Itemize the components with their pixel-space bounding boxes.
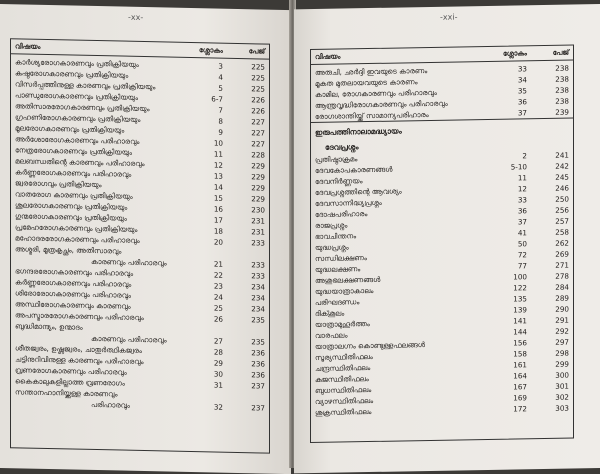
row-page: 302: [555, 392, 569, 402]
table-rows: [311, 60, 573, 418]
row-sloka: 29: [213, 358, 223, 368]
row-subject: വ്രണരോഗകാരണവും പരിഹാരവും: [15, 364, 127, 377]
row-subject: അരുചി, ഛർദ്ദി ഇവയുടെ കാരണം: [315, 65, 428, 77]
row-subject: ഭാവചിന്തനം: [315, 230, 357, 241]
row-subject: ദോഷപരിഹാരം: [315, 208, 368, 219]
row-sloka: 9: [218, 127, 223, 137]
row-page: 226: [251, 95, 265, 105]
right-page: [294, 4, 600, 473]
row-subject: ശുക്രസ്ഥിതിഫലം: [315, 406, 372, 417]
row-sloka: 24: [213, 292, 223, 302]
row-sloka: 15: [213, 193, 223, 203]
row-page: 234: [251, 293, 265, 303]
page-number: -xx-: [128, 12, 144, 23]
row-sloka: 5: [218, 83, 223, 93]
row-subject: സന്താനഹാനിയ്ക്കുള്ള കാരണവും: [15, 386, 118, 398]
row-subject: ദേവകോപകാരണങ്ങൾ: [315, 164, 393, 175]
row-subject: വിസർപ്പത്തിനുള്ള കാരണവും പ്രതിക്രിയയും: [15, 78, 156, 91]
row-subject: കർണ്ണരോഗകാരണവും പരിഹാരവും: [15, 166, 132, 179]
row-subject: ചട്ടിനുറിവിനുള്ള കാരണവും പരിഹാരവും: [15, 353, 144, 366]
row-sloka: 100: [513, 272, 527, 282]
table-rows: [11, 54, 269, 413]
row-page: 233: [251, 271, 265, 281]
row-sloka: 31: [213, 380, 223, 390]
row-subject: നേത്രരോഗകാരണവും പ്രതിക്രിയയും: [15, 144, 133, 157]
row-subject: വ്യാഴസ്ഥിതിഫലം: [315, 395, 374, 406]
row-subject: പ്രതിഷ്ഠാക്രമം: [315, 153, 358, 164]
row-sloka: 158: [513, 349, 527, 359]
row-subject: പ്രമേഹരോഗകാരണവും പ്രതിക്രിയയും: [15, 221, 138, 234]
row-page: 299: [555, 359, 569, 369]
row-subject: യാത്രാലഗ്നം കൊണ്ടുള്ളഫലങ്ങൾ: [315, 339, 425, 351]
row-sloka: 144: [513, 327, 527, 337]
row-sloka: 172: [513, 404, 527, 414]
row-sloka: 10: [213, 138, 223, 148]
row-subject: മൂലരോഗകാരണവും പ്രതിക്രിയയും: [15, 122, 125, 135]
row-subject: പാണ്ഡുരോഗകാരണവും പ്രതിക്രിയയും: [15, 89, 139, 102]
row-sloka: 72: [517, 250, 527, 260]
row-sloka: 41: [517, 228, 527, 238]
row-subject: കൈകാലുകളില്ലാത്ത വ്രണരോഗം: [15, 375, 125, 388]
row-sloka: 30: [213, 369, 223, 379]
row-subject: സൂര്യസ്ഥിതിഫലം: [315, 351, 373, 362]
row-sloka: 20: [213, 237, 223, 247]
row-page: 303: [555, 403, 569, 413]
row-page: 226: [251, 106, 265, 116]
row-subject: മഹോദരരോഗകാരണവും പരിഹാരവും: [15, 232, 140, 245]
row-subject: അശ്മരി, മൂത്രകൃച്ഛ്രം, അതിസാരവും: [15, 243, 122, 256]
row-subject: വാതരോഗ കാരണവും പ്രതിക്രിയയും: [15, 188, 133, 201]
row-sloka: 35: [517, 86, 527, 96]
row-subject: സന്ധിലക്ഷണം: [315, 252, 367, 263]
row-sloka: 34: [517, 75, 527, 85]
row-page: 245: [555, 172, 569, 182]
row-sloka: 33: [517, 64, 527, 74]
row-sloka: 11: [517, 173, 527, 183]
row-page: 227: [251, 117, 265, 127]
row-subject: യാത്രാമുഹൂർത്തം: [315, 318, 370, 329]
row-page: 227: [251, 128, 265, 138]
row-subject: കുജസ്ഥിതിഫലം: [315, 373, 369, 384]
page-header: പേജ്: [552, 48, 569, 57]
row-sloka: 12: [517, 184, 527, 194]
row-sloka: 50: [517, 239, 527, 249]
row-page: [223, 330, 265, 331]
row-page: 238: [555, 63, 569, 73]
row-page: 297: [555, 337, 569, 347]
row-sloka: 122: [513, 283, 527, 293]
row-sloka: 13: [213, 171, 223, 181]
row-sloka: 23: [213, 281, 223, 291]
contents-table: [10, 38, 270, 453]
row-sloka: 33: [517, 195, 527, 205]
row-page: 236: [251, 348, 265, 358]
row-sloka: 17: [213, 215, 223, 225]
row-subject: ഗ്രഹണിരോഗകാരണവും പ്രതിക്രിയയും: [15, 111, 141, 124]
contents-table: [310, 44, 574, 443]
row-page: 271: [555, 260, 569, 270]
row-subject: മൂകത മുതലായവയുടെ കാരണം: [315, 76, 418, 88]
subject-header: വിഷയം: [315, 52, 341, 61]
row-subject: പരിഘദണ്ഡം: [315, 296, 360, 307]
left-page: [0, 4, 291, 474]
row-page: 292: [555, 326, 569, 336]
rows-top: [315, 63, 569, 122]
row-page: 237: [251, 403, 265, 413]
row-subject: കർണ്ണരോഗകാരണവും പരിഹാരവും: [15, 276, 132, 289]
row-sloka: 6-7: [211, 94, 223, 104]
row-page: 258: [555, 227, 569, 237]
row-subject: വാരഫലം: [315, 329, 348, 340]
row-sloka: 32: [213, 402, 223, 412]
row-page: 234: [251, 304, 265, 314]
row-subject: ഭഗന്ദരരോഗകാരണവും പരിഹാരവും: [15, 265, 134, 278]
row-sloka: 169: [513, 393, 527, 403]
rows-bottom: [315, 150, 569, 418]
row-page: 301: [555, 381, 569, 391]
row-subject: രാജപ്രശ്നം: [315, 219, 348, 230]
row-subject: ബുധസ്ഥിതിഫലം: [315, 384, 372, 395]
row-subject: ശീതജ്വരം, ഉഷ്ണജ്വരം, ചാതുർത്ഥികജ്വരം: [15, 342, 142, 355]
row-sloka: 18: [213, 226, 223, 236]
row-page: 234: [251, 282, 265, 292]
row-sloka: 135: [513, 294, 527, 304]
row-sloka: 26: [213, 314, 223, 324]
row-sloka: 11: [213, 149, 223, 159]
row-sloka: [189, 329, 223, 330]
row-subject: അർശോരോഗകാരണവും പരിഹാരവും: [15, 133, 140, 146]
row-sloka: 139: [513, 305, 527, 315]
row-subject: ചന്ദ്രസ്ഥിതിഫലം: [315, 362, 371, 373]
section-title: ദേവപ്രശ്നം: [325, 141, 359, 152]
row-subject: രോഗശാന്തിയ്ക്ക് സാമാന്യപരിഹാരം: [315, 109, 429, 121]
row-page: 290: [555, 304, 569, 314]
row-subject: അശുഭലക്ഷണങ്ങൾ: [315, 274, 381, 285]
row-page: 298: [555, 348, 569, 358]
row-sloka: 141: [513, 316, 527, 326]
row-page: 225: [251, 73, 265, 83]
row-page: 269: [555, 249, 569, 259]
row-page: 228: [251, 150, 265, 160]
row-sloka: 156: [513, 338, 527, 348]
row-sloka: 37: [517, 108, 527, 118]
row-subject: ശൂലരോഗകാരണവും പ്രതിക്രിയയും: [15, 199, 128, 212]
row-sloka: 21: [213, 259, 223, 269]
row-page: 242: [555, 161, 569, 171]
row-page: 239: [555, 107, 569, 117]
row-sloka: 36: [517, 97, 527, 107]
row-page: 225: [251, 62, 265, 72]
row-sloka: 77: [517, 261, 527, 271]
row-subject: ഗുന്മരോഗകാരണവും പ്രതിക്രിയയും: [15, 210, 127, 223]
row-sloka: 37: [517, 217, 527, 227]
row-page: 236: [251, 359, 265, 369]
row-sloka: 167: [513, 382, 527, 392]
row-page: 229: [251, 172, 265, 182]
row-page: 300: [555, 370, 569, 380]
row-sloka: 27: [213, 336, 223, 346]
row-page: 262: [555, 238, 569, 248]
row-page: 237: [251, 381, 265, 391]
row-sloka: 12: [213, 160, 223, 170]
row-page: 231: [251, 227, 265, 237]
chapter-title: ഇരുപത്തിനാലാമദ്ധ്യായം: [315, 126, 402, 137]
row-sloka: 7: [218, 105, 223, 115]
row-page: 231: [251, 216, 265, 226]
row-sloka: [189, 252, 223, 253]
row-subject: ബുദ്ധിമാന്ദ്യം, ഉന്മാദം: [15, 320, 83, 332]
row-subject: കാരണവും പരിഹാരവും: [91, 333, 167, 344]
row-page: 233: [251, 260, 265, 270]
row-page: 250: [555, 194, 569, 204]
row-sloka: 4: [218, 72, 223, 82]
row-page: 235: [251, 315, 265, 325]
row-page: 257: [555, 216, 569, 226]
row-page: 291: [555, 315, 569, 325]
row-subject: ശിരോരോഗകാരണവും പരിഹാരവും: [15, 287, 132, 300]
row-sloka: 28: [213, 347, 223, 357]
row-subject: ദേവസാന്നിദ്ധ്യപ്രശ്നം: [315, 197, 382, 208]
row-subject: ദിക്ശൂലം: [315, 307, 345, 318]
row-sloka: 2: [522, 151, 527, 161]
row-subject: അസ്ഥിരോഗകാരണവും കാരണവും: [15, 298, 131, 311]
row-page: 256: [555, 205, 569, 215]
row-page: 229: [251, 161, 265, 171]
row-page: 278: [555, 271, 569, 281]
row-page: 229: [251, 194, 265, 204]
row-subject: ജ്വരരോഗവും പ്രതിക്രിയയും: [15, 177, 102, 189]
row-sloka: [189, 395, 223, 396]
sloka-header: ശ്ലോകം: [199, 45, 223, 55]
row-subject: കാരണവും പരിഹാരവും: [91, 256, 167, 267]
row-subject: ദേവപ്രശ്നത്തിന്റെ ആവശ്യം: [315, 185, 402, 197]
sloka-header: ശ്ലോകം: [503, 48, 527, 58]
row-subject: പരിഹാരവും: [91, 399, 130, 410]
row-page: 238: [555, 96, 569, 106]
row-subject: ആന്ത്രവൃദ്ധിരോഗകാരണവും പരിഹാരവും: [315, 98, 448, 110]
row-subject: ദേവനിർണ്ണയം: [315, 175, 363, 186]
row-page: 236: [251, 370, 265, 380]
row-sloka: 25: [213, 303, 223, 313]
row-subject: കാമില, രോഗകാരണവും പരിഹാരവും: [315, 87, 437, 99]
subject-header: വിഷയം: [15, 41, 41, 51]
row-page: 225: [251, 84, 265, 94]
row-sloka: 36: [517, 206, 527, 216]
row-subject: അപസ്മാരരോഗകാരണവും പരിഹാരവും: [15, 309, 144, 322]
row-subject: മലബന്ധതിന്റെ കാരണവും പരിഹാരവും: [15, 155, 145, 168]
row-page: 227: [251, 139, 265, 149]
row-sloka: 16: [213, 204, 223, 214]
row-page: 241: [555, 150, 569, 160]
row-page: 229: [251, 183, 265, 193]
row-sloka: 8: [218, 116, 223, 126]
row-subject: യുദ്ധലക്ഷണം: [315, 263, 361, 274]
row-page: 284: [555, 282, 569, 292]
row-sloka: 14: [213, 182, 223, 192]
page-header: പേജ്: [248, 46, 265, 56]
row-sloka: 161: [513, 360, 527, 370]
row-page: 238: [555, 85, 569, 95]
row-subject: കുഷ്ഠരോഗകാരണവും പ്രതിക്രിയയും: [15, 67, 129, 80]
row-page: 233: [251, 238, 265, 248]
row-page: 246: [555, 183, 569, 193]
row-sloka: 164: [513, 371, 527, 381]
row-subject: യുദ്ധപ്രശ്നം: [315, 241, 349, 252]
page-number: -xxi-: [440, 12, 458, 22]
row-subject: യുദ്ധയാത്രാകാലം: [315, 285, 374, 296]
row-subject: അതിസാരരോഗകാരണവും പ്രതിക്രിയയും: [15, 100, 150, 113]
row-sloka: 5-10: [510, 162, 527, 172]
row-sloka: 3: [218, 61, 223, 71]
row-page: [223, 253, 265, 254]
row-page: 238: [555, 74, 569, 84]
row-page: [223, 396, 265, 397]
row-page: 235: [251, 337, 265, 347]
row-sloka: 22: [213, 270, 223, 280]
row-subject: കാർശ്യരോഗകാരണവും പ്രതിക്രിയയും: [15, 56, 139, 69]
row-page: 230: [251, 205, 265, 215]
row-page: 289: [555, 293, 569, 303]
